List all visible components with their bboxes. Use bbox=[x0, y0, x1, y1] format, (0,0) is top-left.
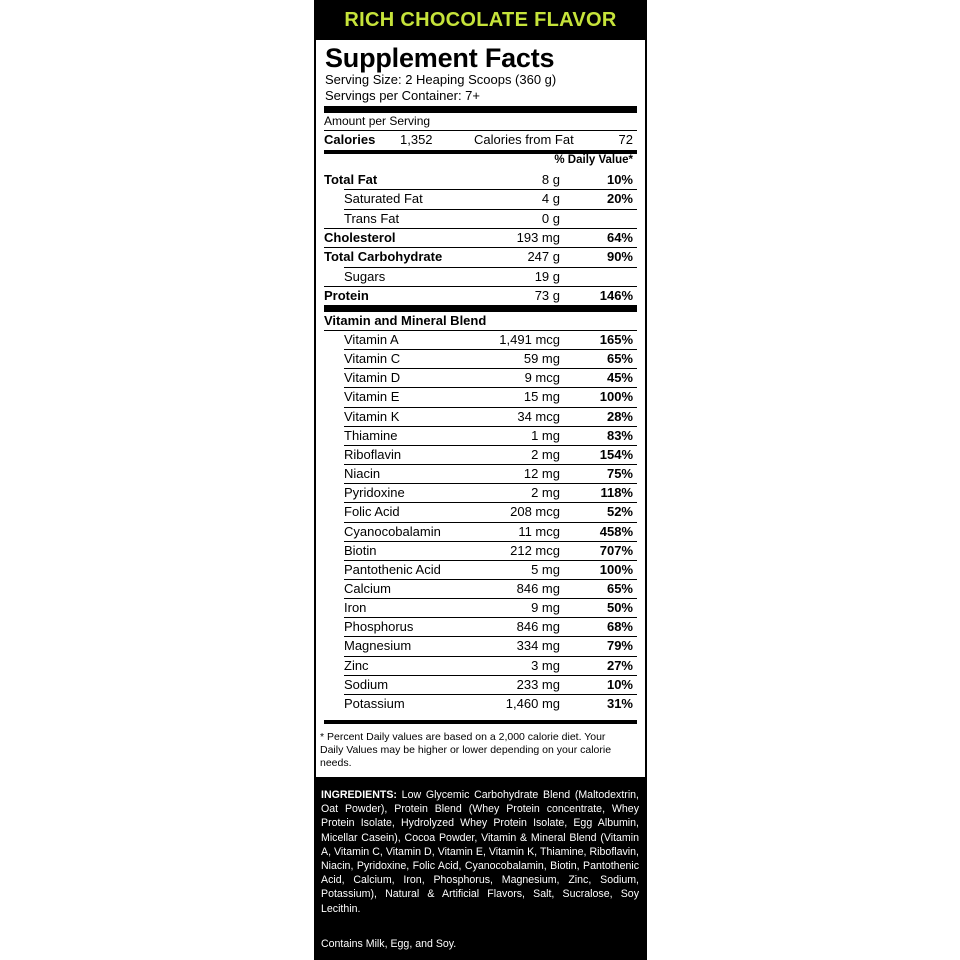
nutrient-row bbox=[324, 267, 637, 286]
blend-nutrient-name: Calcium bbox=[344, 580, 391, 596]
blend-nutrient-daily-value: 10% bbox=[606, 676, 633, 692]
nutrient-daily-value: 10% bbox=[606, 172, 633, 187]
blend-nutrient-name: Magnesium bbox=[344, 638, 412, 654]
blend-nutrient-name: Thiamine bbox=[344, 427, 398, 443]
nutrient-row bbox=[324, 247, 637, 266]
blend-row bbox=[324, 349, 637, 368]
nutrient-amount: 73 g bbox=[534, 287, 560, 303]
blend-nutrient-amount: 2 mg bbox=[531, 446, 560, 462]
blend-nutrient-amount: 846 mg bbox=[516, 580, 560, 596]
blend-nutrient-daily-value: 31% bbox=[606, 695, 633, 711]
calories-row bbox=[324, 130, 637, 149]
blend-row bbox=[324, 387, 637, 406]
blend-nutrient-name: Biotin bbox=[344, 542, 377, 558]
blend-nutrient-name: Vitamin K bbox=[344, 408, 400, 424]
blend-nutrient-amount: 212 mcg bbox=[510, 542, 560, 558]
blend-nutrient-amount: 9 mg bbox=[531, 600, 560, 616]
nutrient-name: Sugars bbox=[344, 268, 386, 284]
bottom-divider bbox=[324, 720, 637, 724]
blend-row bbox=[324, 483, 637, 502]
nutrient-daily-value: 146% bbox=[599, 287, 633, 303]
blend-nutrient-name: Zinc bbox=[344, 657, 369, 673]
blend-nutrient-amount: 2 mg bbox=[531, 485, 560, 501]
blend-nutrient-daily-value: 79% bbox=[606, 638, 633, 654]
blend-nutrient-amount: 1,491 mcg bbox=[499, 332, 560, 347]
blend-nutrient-name: Riboflavin bbox=[344, 446, 402, 462]
nutrient-daily-value: 64% bbox=[606, 229, 633, 245]
blend-nutrient-daily-value: 83% bbox=[606, 427, 633, 443]
nutrient-amount: 193 mg bbox=[516, 229, 560, 245]
blend-nutrient-daily-value: 50% bbox=[606, 600, 633, 616]
nutrient-name: Trans Fat bbox=[344, 210, 400, 226]
blend-nutrient-daily-value: 707% bbox=[599, 542, 633, 558]
blend-nutrient-daily-value: 118% bbox=[600, 485, 633, 501]
nutrient-name: Total Carbohydrate bbox=[324, 249, 443, 265]
blend-row bbox=[324, 407, 637, 426]
blend-nutrient-amount: 15 mg bbox=[523, 389, 560, 405]
blend-nutrient-name: Iron bbox=[344, 600, 367, 616]
ingredients-text bbox=[321, 788, 639, 916]
blend-nutrient-amount: 233 mg bbox=[516, 676, 560, 692]
daily-value-header: % Daily Value* bbox=[554, 154, 633, 166]
nutrient-name: Total Fat bbox=[324, 172, 378, 187]
calories-fat-value: 72 bbox=[618, 132, 633, 147]
blend-nutrient-name: Phosphorus bbox=[344, 619, 414, 635]
blend-nutrient-amount: 59 mg bbox=[523, 351, 560, 367]
blend-nutrient-amount: 846 mg bbox=[516, 619, 560, 635]
nutrient-row bbox=[324, 189, 637, 208]
blend-row bbox=[324, 502, 637, 521]
blend-nutrient-amount: 11 mcg bbox=[518, 523, 560, 539]
blend-row bbox=[324, 522, 637, 541]
blend-nutrient-amount: 1 mg bbox=[531, 427, 560, 443]
blend-row bbox=[324, 675, 637, 694]
blend-nutrient-name: Vitamin A bbox=[344, 332, 399, 347]
blend-nutrient-daily-value: 65% bbox=[606, 351, 633, 367]
nutrient-amount: 247 g bbox=[527, 249, 560, 265]
nutrient-amount: 4 g bbox=[541, 191, 560, 207]
blend-nutrient-daily-value: 65% bbox=[606, 580, 633, 596]
nutrient-amount: 19 g bbox=[534, 268, 560, 284]
blend-nutrient-amount: 34 mcg bbox=[517, 408, 560, 424]
calories-label: Calories bbox=[324, 132, 376, 147]
supplement-facts-label bbox=[316, 40, 645, 777]
blend-row bbox=[324, 445, 637, 464]
nutrient-daily-value: 90% bbox=[606, 249, 633, 265]
blend-nutrient-amount: 5 mg bbox=[531, 561, 560, 577]
nutrient-amount: 8 g bbox=[541, 172, 560, 187]
blend-row bbox=[324, 368, 637, 387]
blend-nutrient-name: Pyridoxine bbox=[344, 485, 405, 501]
blend-nutrient-daily-value: 52% bbox=[606, 504, 633, 520]
ingredients-label: INGREDIENTS: bbox=[321, 789, 397, 801]
blend-title-row bbox=[324, 311, 637, 330]
blend-nutrient-daily-value: 68% bbox=[606, 619, 633, 635]
nutrient-name: Cholesterol bbox=[324, 229, 396, 245]
serving-size: Serving Size: 2 Heaping Scoops (360 g) bbox=[325, 72, 557, 87]
blend-row bbox=[324, 579, 637, 598]
blend-nutrient-amount: 1,460 mg bbox=[505, 695, 560, 711]
blend-nutrient-daily-value: 100% bbox=[599, 561, 633, 577]
blend-nutrient-daily-value: 100% bbox=[599, 389, 633, 405]
blend-nutrient-daily-value: 458% bbox=[599, 523, 633, 539]
amount-per-serving-row bbox=[324, 112, 637, 130]
nutrient-row bbox=[324, 286, 637, 305]
daily-value-footnote: * Percent Daily values are based on a 2,000 calorie diet. Your Daily Values may be higher or lower depending on your calorie needs. bbox=[320, 731, 612, 769]
blend-nutrient-amount: 3 mg bbox=[531, 657, 560, 673]
servings-per-container: Servings per Container: 7+ bbox=[325, 88, 481, 103]
blend-nutrient-name: Folic Acid bbox=[344, 504, 400, 520]
nutrient-daily-value: 20% bbox=[606, 191, 633, 207]
blend-nutrient-amount: 9 mcg bbox=[524, 370, 560, 386]
blend-nutrient-name: Pantothenic Acid bbox=[344, 561, 441, 577]
nutrient-name: Saturated Fat bbox=[344, 191, 423, 207]
blend-nutrient-name: Vitamin E bbox=[344, 389, 400, 405]
product-panel bbox=[314, 0, 647, 960]
blend-row bbox=[324, 464, 637, 483]
blend-row bbox=[324, 541, 637, 560]
blend-nutrient-name: Cyanocobalamin bbox=[344, 523, 441, 539]
blend-nutrient-name: Sodium bbox=[344, 676, 389, 692]
blend-nutrient-daily-value: 45% bbox=[606, 370, 633, 386]
blend-nutrient-name: Niacin bbox=[344, 466, 381, 482]
blend-nutrient-name: Potassium bbox=[344, 695, 405, 711]
amount-per-serving: Amount per Serving bbox=[324, 114, 431, 128]
nutrient-row bbox=[324, 209, 637, 228]
blend-nutrient-daily-value: 165% bbox=[599, 332, 633, 347]
blend-nutrient-amount: 334 mg bbox=[516, 638, 560, 654]
blend-row bbox=[324, 560, 637, 579]
calories-fat-label: Calories from Fat bbox=[474, 132, 574, 147]
blend-row bbox=[324, 617, 637, 636]
facts-title: Supplement Facts bbox=[325, 43, 555, 73]
flavor-banner: RICH CHOCOLATE FLAVOR bbox=[344, 9, 617, 31]
nutrient-amount: 0 g bbox=[541, 210, 560, 226]
nutrient-row bbox=[324, 228, 637, 247]
blend-row bbox=[324, 636, 637, 655]
allergen-statement: Contains Milk, Egg, and Soy. bbox=[321, 938, 457, 950]
nutrient-name: Protein bbox=[324, 287, 369, 303]
ingredients-list: Low Glycemic Carbohydrate Blend (Maltodextrin, Oat Powder), Protein Blend (Whey Protein concentrate, Whey Protein Isolate, Hydrolyzed Whey Protein Isolate, Egg Albumin, Micellar Casein), Cocoa Powder, Vitamin & Mineral Blend (Vitamin A, Vitamin C, Vitamin D, Vitamin E, Vitamin K, Thiamine, Riboflavin, Niacin, Pyridoxine, Folic Acid, Cyanocobalamin, Biotin, Pantothenic Acid, Calcium, Iron, Phosphorus, Magnesium, Zinc, Sodium, Potassium), Natural & Artificial Flavors, Salt, Sucralose, Soy Lecithin. bbox=[321, 789, 640, 915]
blend-title: Vitamin and Mineral Blend bbox=[324, 313, 487, 328]
blend-row bbox=[324, 656, 637, 675]
blend-nutrient-daily-value: 28% bbox=[606, 408, 633, 424]
blend-nutrient-name: Vitamin C bbox=[344, 351, 401, 367]
blend-row bbox=[324, 330, 637, 349]
blend-row bbox=[324, 598, 637, 617]
blend-row bbox=[324, 426, 637, 445]
calories-value: 1,352 bbox=[400, 132, 433, 147]
blend-nutrient-amount: 208 mcg bbox=[510, 504, 560, 520]
blend-nutrient-daily-value: 154% bbox=[599, 446, 633, 462]
daily-value-header-row bbox=[324, 150, 637, 170]
blend-nutrient-name: Vitamin D bbox=[344, 370, 401, 386]
nutrient-row bbox=[324, 170, 637, 189]
blend-nutrient-daily-value: 75% bbox=[606, 466, 633, 482]
blend-row bbox=[324, 694, 637, 713]
blend-nutrient-daily-value: 27% bbox=[606, 657, 633, 673]
blend-nutrient-amount: 12 mg bbox=[523, 466, 560, 482]
